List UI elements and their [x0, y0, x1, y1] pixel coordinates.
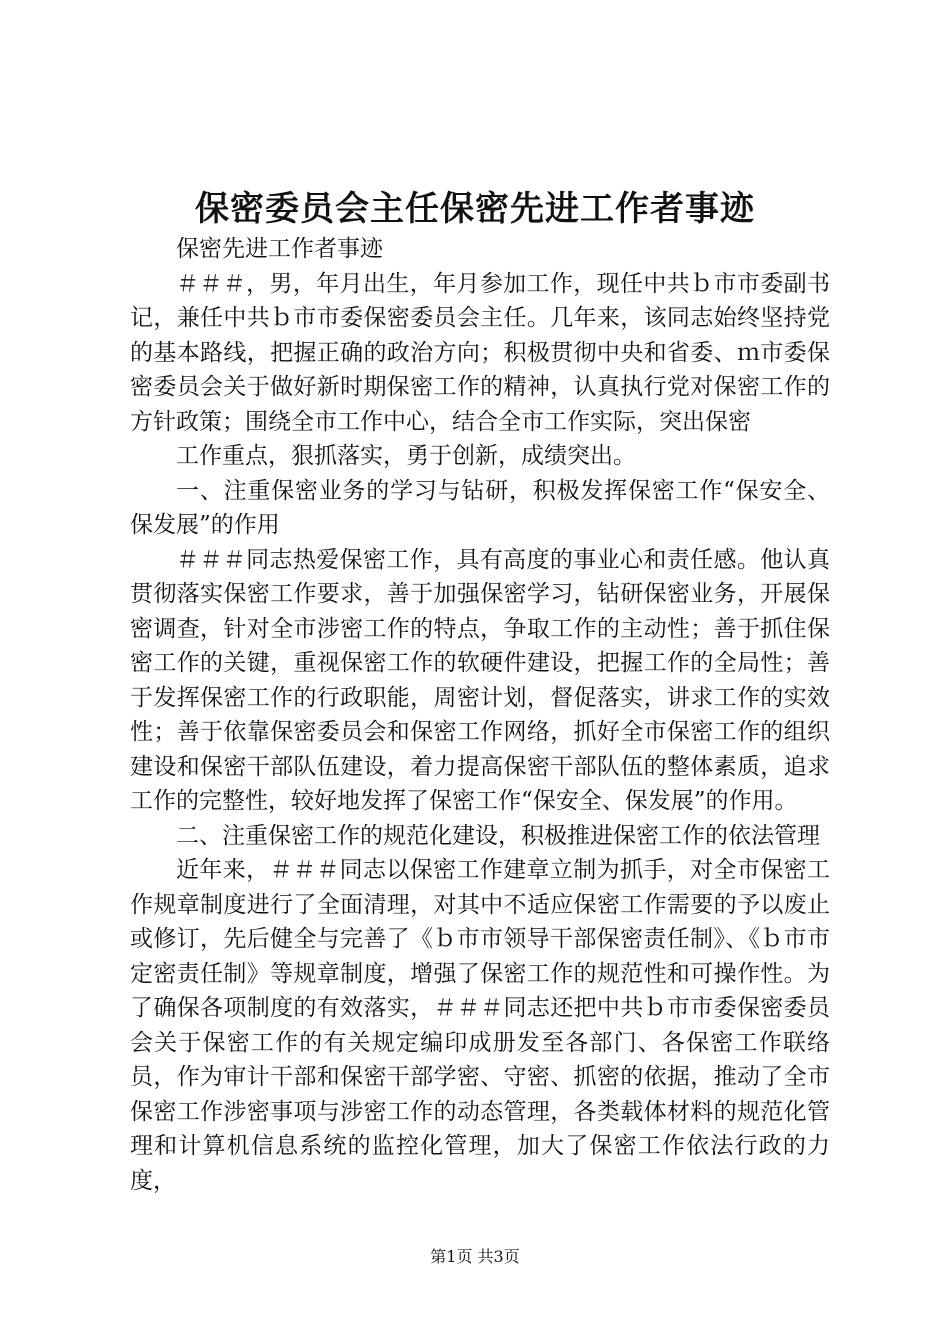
section-heading-1: 一、注重保密业务的学习与钻研，积极发挥保密工作“保安全、保发展”的作用	[130, 477, 830, 538]
document-title: 保密委员会主任保密先进工作者事迹	[195, 189, 755, 229]
paragraph-section-1: ＃＃＃同志热爱保密工作，具有高度的事业心和责任感。他认真贯彻落实保密工作要求，善于加强保密学习，钻研保密业务，开展保密调查，针对全市涉密工作的特点，争取工作的主动性；善于抓住保密工作的关键，重视保密工作的软硬件建设，把握工作的全局性；善于发挥保密工作的行政职能，周密计划，督促落实，讲求工作的实效性；善于依靠保密委员会和保密工作网络，抓好全市保密工作的组织建设和保密干部队伍建设，着力提高保密干部队伍的整体素质，追求工作的完整性，较好地发挥了保密工作“保安全、保发展”的作用。	[130, 546, 830, 814]
page-number-footer: 第1页 共3页	[430, 1247, 520, 1266]
paragraph-section-2: 近年来，＃＃＃同志以保密工作建章立制为抓手，对全市保密工作规章制度进行了全面清理，对其中不适应保密工作需要的予以废止或修订，先后健全与完善了《ｂ市市领导干部保密责任制》、《ｂ市市定密责任制》等规章制度，增强了保密工作的规范性和可操作性。为了确保各项制度的有效落实，＃＃＃同志还把中共ｂ市市委保密委员会关于保密工作的有关规定编印成册发至各部门、各保密工作联络员，作为审计干部和保密干部学密、守密、抓密的依据，推动了全市保密工作涉密事项与涉密工作的动态管理，各类载体材料的规范化管理和计算机信息系统的监控化管理，加大了保密工作依法行政的力度，	[130, 857, 830, 1194]
paragraph-subtitle: 保密先进工作者事迹	[176, 236, 383, 262]
paragraph-intro-continued: 工作重点，狠抓落实，勇于创新，成绩突出。	[176, 443, 636, 469]
paragraph-intro: ＃＃＃，男，年月出生，年月参加工作，现任中共ｂ市市委副书记，兼任中共ｂ市市委保密委员会主任。几年来，该同志始终坚持党的基本路线，把握正确的政治方向；积极贯彻中央和省委、ｍ市委保密委员会关于做好新时期保密工作的精神，认真执行党对保密工作的方针政策；围绕全市工作中心，结合全市工作实际，突出保密	[130, 270, 830, 435]
document-body	[130, 232, 830, 1198]
section-heading-2: 二、注重保密工作的规范化建设，积极推进保密工作的依法管理	[176, 822, 820, 849]
